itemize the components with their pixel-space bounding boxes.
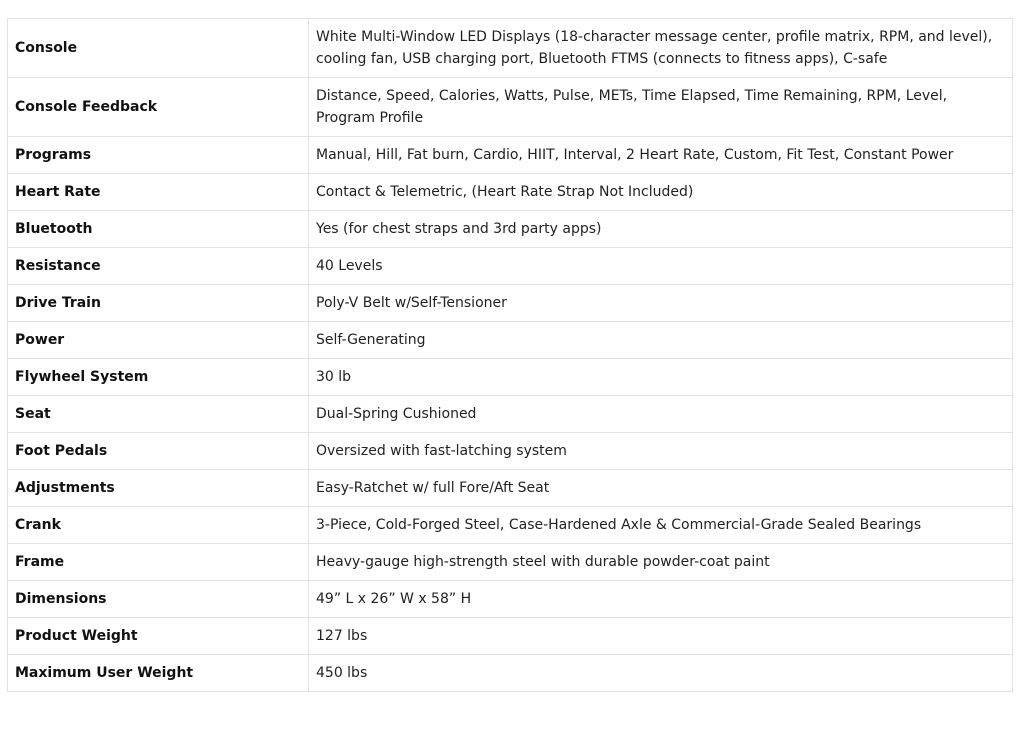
spec-row-dimensions — [8, 581, 1013, 618]
spec-row-console-feedback — [8, 78, 1013, 137]
spec-label: Product Weight — [8, 618, 309, 655]
spec-label: Crank — [8, 507, 309, 544]
spec-value: Poly-V Belt w/Self-Tensioner — [309, 285, 1013, 322]
spec-value: 49” L x 26” W x 58” H — [309, 581, 1013, 618]
spec-value: 450 lbs — [309, 655, 1013, 692]
spec-row-seat — [8, 396, 1013, 433]
spec-label: Foot Pedals — [8, 433, 309, 470]
spec-row-console — [8, 19, 1013, 78]
spec-row-adjustments — [8, 470, 1013, 507]
spec-row-bluetooth — [8, 211, 1013, 248]
spec-label: Resistance — [8, 248, 309, 285]
spec-value: Oversized with fast-latching system — [309, 433, 1013, 470]
spec-value: Self-Generating — [309, 322, 1013, 359]
spec-row-programs — [8, 137, 1013, 174]
spec-label: Flywheel System — [8, 359, 309, 396]
spec-row-flywheel-system — [8, 359, 1013, 396]
spec-label: Seat — [8, 396, 309, 433]
spec-value: Dual-Spring Cushioned — [309, 396, 1013, 433]
spec-row-power — [8, 322, 1013, 359]
spec-value: Manual, Hill, Fat burn, Cardio, HIIT, Interval, 2 Heart Rate, Custom, Fit Test, Constant Power — [309, 137, 1013, 174]
spec-value: Distance, Speed, Calories, Watts, Pulse, METs, Time Elapsed, Time Remaining, RPM, Level, Program Profile — [309, 78, 1013, 137]
spec-row-foot-pedals — [8, 433, 1013, 470]
spec-label: Console — [8, 19, 309, 78]
spec-value: Yes (for chest straps and 3rd party apps) — [309, 211, 1013, 248]
spec-label: Power — [8, 322, 309, 359]
spec-value: 40 Levels — [309, 248, 1013, 285]
spec-label: Drive Train — [8, 285, 309, 322]
spec-row-heart-rate — [8, 174, 1013, 211]
spec-value: Heavy-gauge high-strength steel with durable powder-coat paint — [309, 544, 1013, 581]
spec-label: Maximum User Weight — [8, 655, 309, 692]
spec-table — [7, 18, 1013, 692]
spec-value: 30 lb — [309, 359, 1013, 396]
spec-row-product-weight — [8, 618, 1013, 655]
spec-label: Adjustments — [8, 470, 309, 507]
spec-label: Bluetooth — [8, 211, 309, 248]
spec-label: Frame — [8, 544, 309, 581]
spec-label: Dimensions — [8, 581, 309, 618]
spec-value: White Multi-Window LED Displays (18-character message center, profile matrix, RPM, and level), cooling fan, USB charging port, Bluetooth FTMS (connects to fitness apps), C-safe — [309, 19, 1013, 78]
spec-value: Contact & Telemetric, (Heart Rate Strap Not Included) — [309, 174, 1013, 211]
spec-label: Console Feedback — [8, 78, 309, 137]
spec-value: 127 lbs — [309, 618, 1013, 655]
spec-row-resistance — [8, 248, 1013, 285]
spec-value: Easy-Ratchet w/ full Fore/Aft Seat — [309, 470, 1013, 507]
spec-row-frame — [8, 544, 1013, 581]
spec-label: Programs — [8, 137, 309, 174]
spec-row-crank — [8, 507, 1013, 544]
spec-value: 3-Piece, Cold-Forged Steel, Case-Hardened Axle & Commercial-Grade Sealed Bearings — [309, 507, 1013, 544]
spec-row-maximum-user-weight — [8, 655, 1013, 692]
spec-row-drive-train — [8, 285, 1013, 322]
spec-label: Heart Rate — [8, 174, 309, 211]
